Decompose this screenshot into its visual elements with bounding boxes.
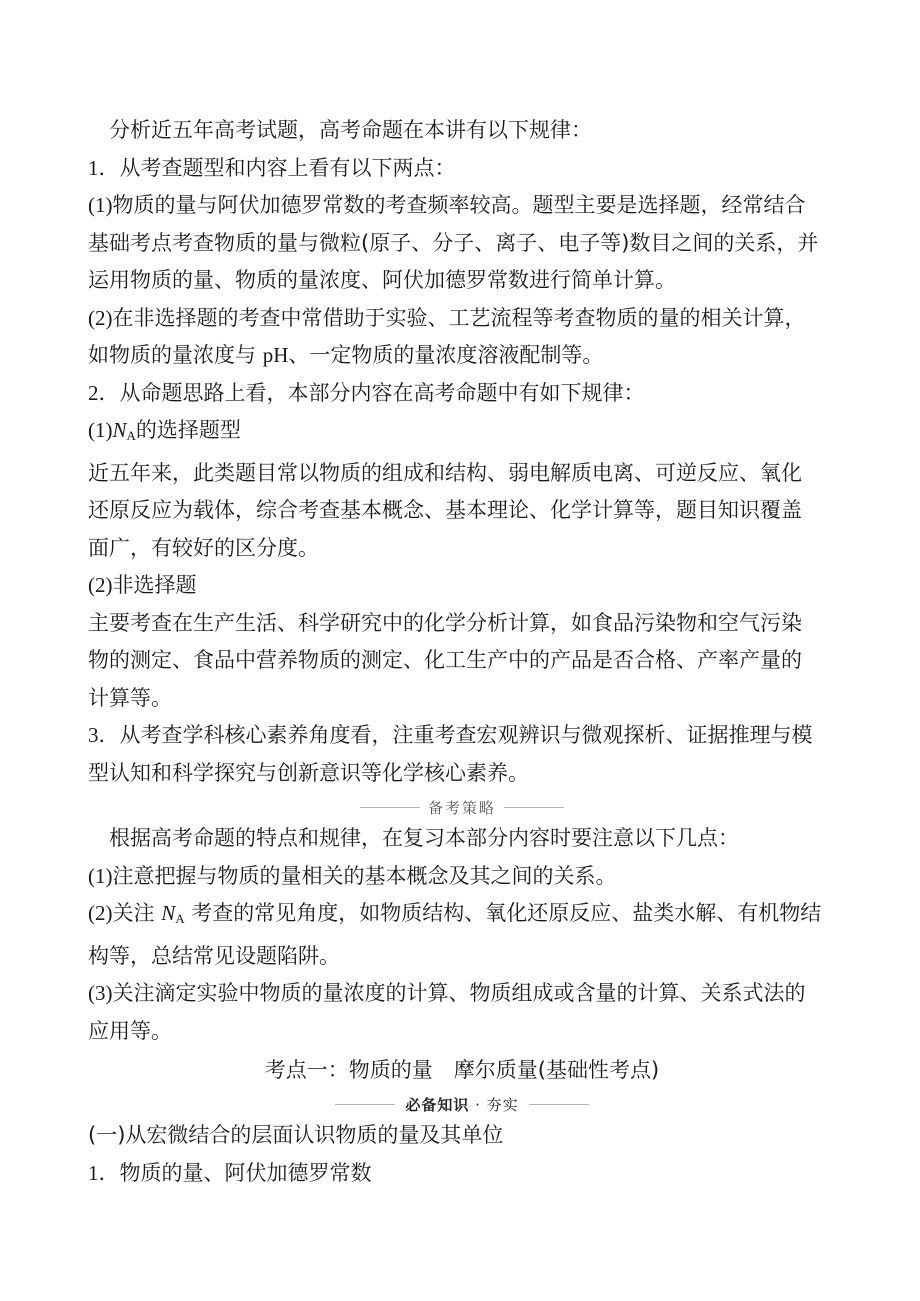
point-2-sub-1-body-line-2: 还原反应为载体，综合考查基本概念、基本理论、化学计算等，题目知识覆盖 [88, 498, 802, 522]
section-title: 考点一：物质的量 摩尔质量(基础性考点) [264, 1058, 660, 1082]
point-1-sub-2-line-2: 如物质的量浓度与 pH、一定物质的量浓度溶液配制等。 [88, 343, 604, 367]
knowledge-divider-label: 必备知识 · 夯实 [405, 1095, 519, 1114]
divider-line-left [335, 1104, 395, 1105]
strategy-3-line-1: (3)关注滴定实验中物质的量浓度的计算、物质组成或含量的计算、关系式法的 [88, 981, 806, 1005]
point-2-sub-2-body-line-3: 计算等。 [88, 685, 172, 710]
strategy-2-line-1: (2)关注 NA 考查的常见角度，如物质结构、氧化还原反应、盐类水解、有机物结 [88, 901, 822, 926]
point-2-heading: 2．从命题思路上看，本部分内容在高考命题中有如下规律： [88, 380, 645, 405]
point-1-sub-1-line-2: 基础考点考查物质的量与微粒(原子、分子、离子、电子等)数目之间的关系，并 [88, 230, 819, 255]
strategy-divider [88, 794, 836, 820]
divider-line-right [529, 1104, 589, 1105]
divider-line-right [504, 807, 564, 808]
point-3-line-1: 3．从考查学科核心素养角度看，注重考查宏观辨识与微观探析、证据推理与模 [88, 723, 813, 747]
point-3-line-2: 型认知和科学探究与创新意识等化学核心素养。 [88, 760, 529, 785]
point-2-sub-1-body-line-1: 近五年来，此类题目常以物质的组成和结构、弱电解质电离、可逆反应、氧化 [88, 460, 802, 485]
strategy-intro: 根据高考命题的特点和规律，在复习本部分内容时要注意以下几点： [109, 826, 739, 850]
item-1-heading: 1．物质的量、阿伏加德罗常数 [88, 1160, 372, 1185]
strategy-1: (1)注意把握与物质的量相关的基本概念及其之间的关系。 [88, 863, 617, 888]
knowledge-divider [88, 1091, 836, 1117]
divider-line-left [360, 807, 420, 808]
point-1-sub-1-line-1: (1)物质的量与阿伏加德罗常数的考查频率较高。题型主要是选择题，经常结合 [88, 193, 806, 217]
strategy-divider-label: 备考策略 [427, 798, 496, 817]
point-2-sub-2-heading: (2)非选择题 [88, 573, 197, 597]
intro-paragraph: 分析近五年高考试题，高考命题在本讲有以下规律： [109, 118, 592, 142]
point-1-heading: 1．从考查题型和内容上看有以下两点： [88, 155, 456, 180]
point-2-sub-1-heading: (1)NA的选择题型 [88, 418, 241, 443]
point-1-sub-2-line-1: (2)在非选择题的考查中常借助于实验、工艺流程等考查物质的量的相关计算， [88, 305, 806, 330]
point-1-sub-1-line-3: 运用物质的量、物质的量浓度、阿伏加德罗常数进行简单计算。 [88, 268, 676, 292]
point-2-sub-1-body-line-3: 面广，有较好的区分度。 [88, 535, 319, 560]
document-page [88, 112, 836, 1192]
subsection-heading: (一)从宏微结合的层面认识物质的量及其单位 [88, 1123, 504, 1147]
point-2-sub-2-body-line-2: 物的测定、食品中营养物质的测定、化工生产中的产品是否合格、产率产量的 [88, 648, 802, 672]
strategy-2-line-2: 构等，总结常见设题陷阱。 [88, 943, 340, 968]
strategy-3-line-2: 应用等。 [88, 1018, 172, 1043]
point-2-sub-2-body-line-1: 主要考查在生产生活、科学研究中的化学分析计算，如食品污染物和空气污染 [88, 610, 802, 635]
